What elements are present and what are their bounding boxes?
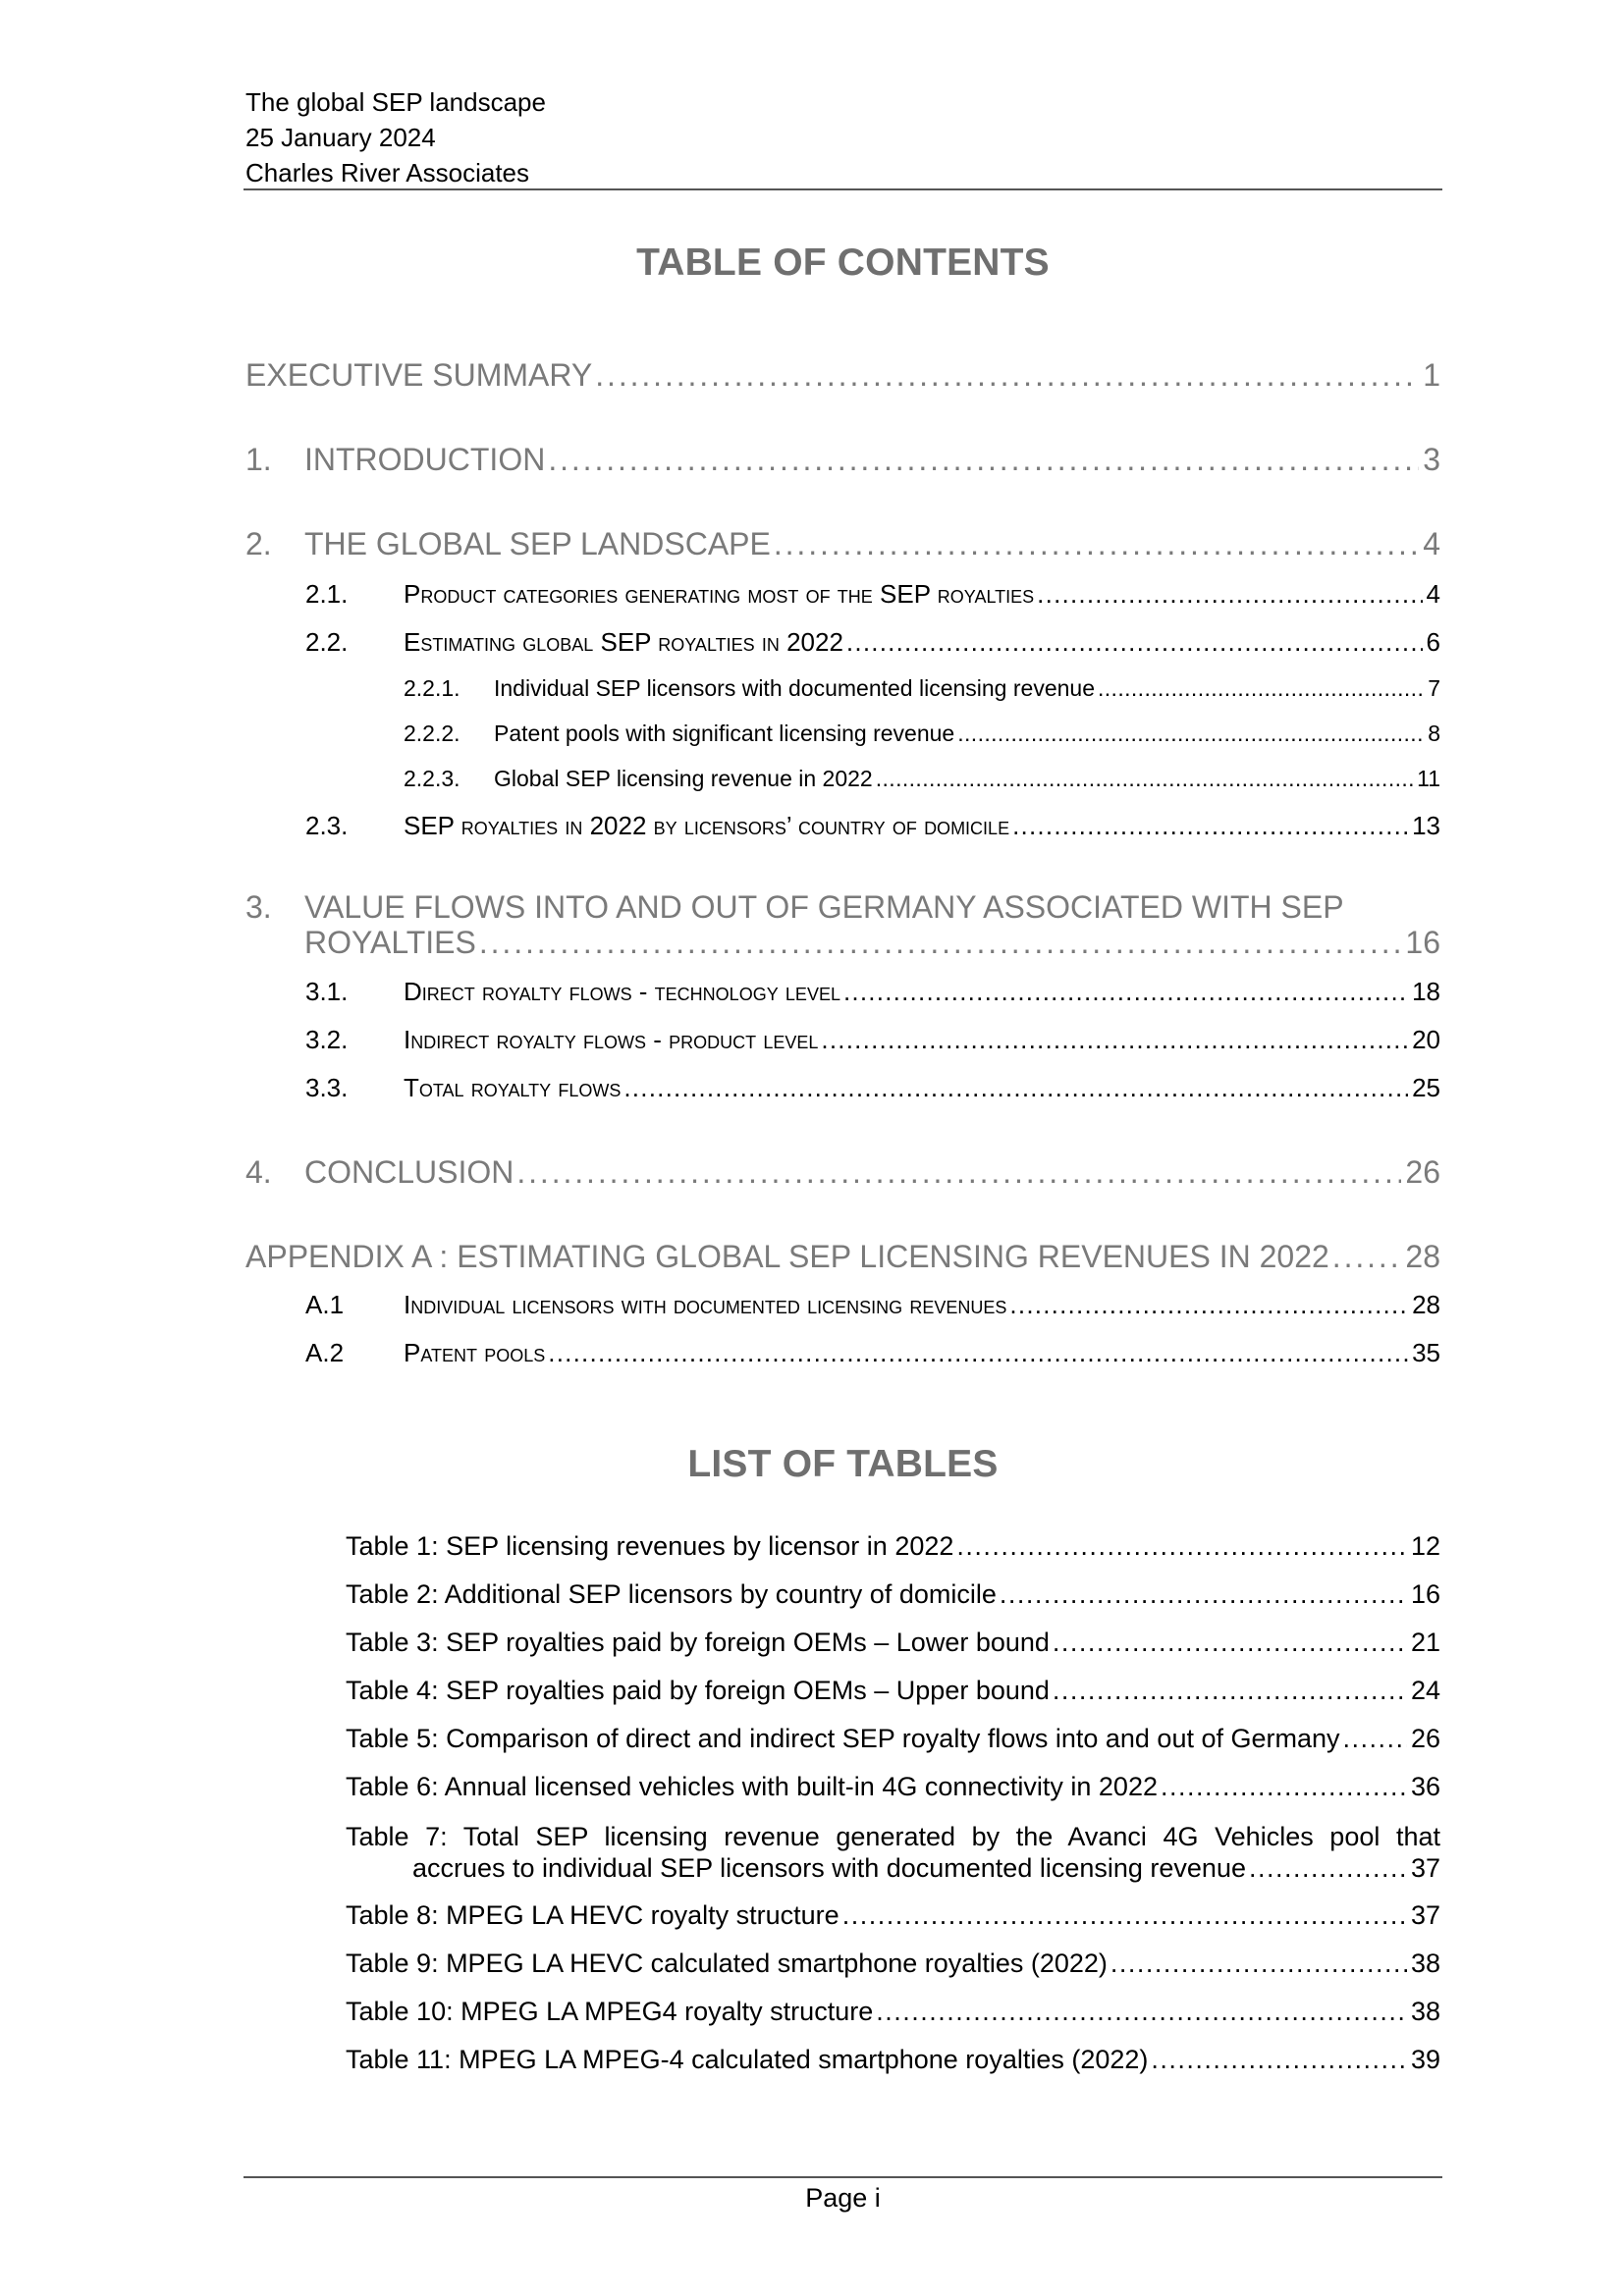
toc-entry-title: Total royalty flows	[404, 1073, 622, 1102]
toc-entry-title: Estimating global SEP royalties in 2022	[404, 627, 843, 657]
dot-leader	[1000, 1579, 1407, 1610]
toc-entry-number: 2.2.	[305, 627, 349, 657]
toc-entry-page: 18	[1412, 977, 1440, 1006]
toc-entry-title: Direct royalty flows - technology level	[404, 977, 840, 1006]
toc-entry-title: Product categories generating most of the SEP royalties	[404, 579, 1035, 609]
table-entry-page: 24	[1410, 1676, 1440, 1705]
toc-entry-title: Patent pools	[404, 1338, 546, 1367]
table-entry-title: Table 1: SEP licensing revenues by licensor in 2022	[346, 1531, 954, 1561]
dot-leader	[846, 627, 1423, 658]
toc-entry-title: EXECUTIVE SUMMARY	[245, 357, 593, 393]
table-entry-title: Table 3: SEP royalties paid by foreign OEMs – Lower bound	[346, 1628, 1050, 1657]
toc-entry-page: 4	[1423, 526, 1440, 561]
toc-entry-2-2[interactable]	[305, 627, 1440, 658]
header-document-title: The global SEP landscape	[245, 87, 546, 117]
toc-entry-title: Individual SEP licensors with documented licensing revenue	[494, 675, 1095, 701]
toc-entry-title: INTRODUCTION	[304, 442, 546, 477]
toc-entry-page: 25	[1412, 1073, 1440, 1102]
toc-entry-number: 3.3.	[305, 1073, 349, 1102]
toc-entry-page: 7	[1428, 675, 1440, 701]
table-entry-title: Table 10: MPEG LA MPEG4 royalty structure	[346, 1997, 874, 2026]
toc-entry-executive-summary[interactable]	[245, 357, 1440, 394]
toc-entry-number: 2.3.	[305, 811, 349, 840]
table-entry-page: 16	[1410, 1579, 1440, 1609]
dot-leader	[1332, 1239, 1402, 1275]
table-entry-11[interactable]	[346, 2045, 1440, 2075]
toc-entry-number: 3.	[245, 889, 272, 925]
dot-leader	[1037, 579, 1422, 610]
table-entry-page: 39	[1410, 2045, 1440, 2074]
toc-entry-number: 2.2.2.	[404, 721, 460, 746]
table-entry-2[interactable]	[346, 1579, 1440, 1610]
toc-entry-number: 2.2.3.	[404, 766, 460, 791]
dot-leader	[1053, 1628, 1407, 1658]
table-entry-page: 21	[1410, 1628, 1440, 1657]
table-entry-line	[346, 1852, 1440, 1884]
footer-divider	[244, 2176, 1442, 2178]
dot-leader	[623, 1073, 1408, 1103]
dot-leader	[516, 1154, 1401, 1191]
header-divider	[244, 188, 1442, 190]
header-date: 25 January 2024	[245, 123, 436, 152]
toc-entry-2-2-2[interactable]	[404, 721, 1440, 747]
toc-entry-conclusion[interactable]	[245, 1154, 1440, 1191]
dot-leader	[1012, 811, 1408, 841]
toc-entry-title: Global SEP licensing revenue in 2022	[494, 766, 873, 791]
toc-entry-a-2[interactable]	[305, 1338, 1440, 1368]
toc-entry-page: 8	[1428, 721, 1440, 746]
toc-entry-title-continued: ROYALTIES	[304, 925, 476, 960]
toc-entry-number: 1.	[245, 442, 272, 477]
table-entry-9[interactable]	[346, 1949, 1440, 1979]
dot-leader	[876, 1997, 1407, 2027]
table-entry-title: Table 6: Annual licensed vehicles with built-in 4G connectivity in 2022	[346, 1772, 1158, 1801]
dot-leader	[1053, 1676, 1407, 1706]
toc-entry-2-2-3[interactable]	[404, 766, 1440, 792]
dot-leader	[1249, 1852, 1407, 1884]
toc-entry-title: Indirect royalty flows - product level	[404, 1025, 819, 1054]
table-entry-title: Table 9: MPEG LA HEVC calculated smartphone royalties (2022)	[346, 1949, 1108, 1978]
table-entry-4[interactable]	[346, 1676, 1440, 1706]
toc-entry-title: APPENDIX A : ESTIMATING GLOBAL SEP LICENSING REVENUES IN 2022	[245, 1239, 1329, 1274]
dot-leader	[1110, 1949, 1407, 1979]
toc-entry-page: 16	[1405, 925, 1440, 960]
list-of-tables-heading: LIST OF TABLES	[687, 1443, 999, 1485]
toc-entry-appendix-a[interactable]	[245, 1239, 1440, 1275]
table-entry-title: Table 7: Total SEP licensing revenue generated by the Avanci 4G Vehicles pool that	[346, 1822, 1440, 1851]
dot-leader	[548, 1338, 1408, 1368]
toc-entry-global-sep-landscape[interactable]	[245, 526, 1440, 562]
toc-entry-page: 35	[1412, 1338, 1440, 1367]
toc-entry-2-1[interactable]	[305, 579, 1440, 610]
toc-entry-page: 6	[1426, 627, 1440, 657]
toc-entry-page: 13	[1412, 811, 1440, 840]
toc-entry-title: SEP royalties in 2022 by licensors’ country of domicile	[404, 811, 1010, 840]
dot-leader	[956, 1531, 1407, 1562]
toc-entry-line	[304, 925, 1440, 961]
toc-entry-3-2[interactable]	[305, 1025, 1440, 1055]
toc-entry-page: 3	[1423, 442, 1440, 477]
toc-entry-title: CONCLUSION	[304, 1154, 514, 1190]
table-entry-5[interactable]	[346, 1724, 1440, 1754]
table-entry-page: 38	[1410, 1949, 1440, 1978]
table-entry-6[interactable]	[346, 1772, 1440, 1802]
table-entry-page: 37	[1410, 1853, 1440, 1883]
dot-leader	[595, 357, 1419, 394]
dot-leader	[1343, 1724, 1407, 1754]
dot-leader	[774, 526, 1419, 562]
toc-entry-number: 2.2.1.	[404, 675, 460, 701]
toc-heading: TABLE OF CONTENTS	[636, 241, 1050, 284]
table-entry-page: 12	[1410, 1531, 1440, 1561]
toc-entry-number: A.1	[305, 1290, 345, 1319]
dot-leader	[957, 721, 1424, 747]
toc-entry-2-3[interactable]	[305, 811, 1440, 841]
table-entry-page: 38	[1410, 1997, 1440, 2026]
table-entry-8[interactable]	[346, 1900, 1440, 1931]
table-entry-7[interactable]	[346, 1821, 1440, 1884]
toc-entry-page: 1	[1423, 357, 1440, 393]
toc-entry-3-1[interactable]	[305, 977, 1440, 1007]
table-entry-title: Table 2: Additional SEP licensors by country of domicile	[346, 1579, 997, 1609]
dot-leader	[1098, 675, 1424, 702]
table-entry-page: 36	[1410, 1772, 1440, 1801]
table-entry-3[interactable]	[346, 1628, 1440, 1658]
table-entry-10[interactable]	[346, 1997, 1440, 2027]
table-entry-title: Table 8: MPEG LA HEVC royalty structure	[346, 1900, 839, 1930]
dot-leader	[821, 1025, 1408, 1055]
toc-entry-number: 2.	[245, 526, 272, 561]
table-entry-title: Table 11: MPEG LA MPEG-4 calculated smartphone royalties (2022)	[346, 2045, 1149, 2074]
toc-entry-title: THE GLOBAL SEP LANDSCAPE	[304, 526, 771, 561]
table-entry-page: 26	[1410, 1724, 1440, 1753]
toc-entry-title: Individual licensors with documented licensing revenues	[404, 1290, 1007, 1319]
header-company: Charles River Associates	[245, 158, 529, 187]
dot-leader	[842, 1900, 1407, 1931]
dot-leader	[1161, 1772, 1407, 1802]
toc-entry-line	[245, 889, 1440, 926]
table-entry-title-continued: accrues to individual SEP licensors with documented licensing revenue	[412, 1853, 1246, 1883]
toc-entry-number: 3.2.	[305, 1025, 349, 1054]
toc-entry-page: 11	[1417, 766, 1440, 791]
toc-entry-page: 28	[1405, 1239, 1440, 1274]
toc-entry-number: 2.1.	[305, 579, 349, 609]
dot-leader	[548, 442, 1419, 478]
toc-entry-page: 20	[1412, 1025, 1440, 1054]
table-entry-title: Table 4: SEP royalties paid by foreign OEMs – Upper bound	[346, 1676, 1050, 1705]
toc-entry-3-3[interactable]	[305, 1073, 1440, 1103]
toc-entry-number: 4.	[245, 1154, 272, 1190]
dot-leader	[479, 925, 1402, 961]
dot-leader	[843, 977, 1408, 1007]
toc-entry-page: 4	[1426, 579, 1440, 609]
page-header	[245, 84, 1440, 190]
toc-entry-introduction[interactable]	[245, 442, 1440, 478]
toc-entry-a-1[interactable]	[305, 1290, 1440, 1320]
table-entry-1[interactable]	[346, 1531, 1440, 1562]
toc-entry-page: 26	[1405, 1154, 1440, 1190]
toc-entry-page: 28	[1412, 1290, 1440, 1319]
toc-entry-number: A.2	[305, 1338, 345, 1367]
table-entry-page: 37	[1410, 1900, 1440, 1930]
dot-leader	[1009, 1290, 1408, 1320]
dot-leader	[1151, 2045, 1407, 2075]
toc-entry-2-2-1[interactable]	[404, 675, 1440, 702]
dot-leader	[876, 766, 1413, 792]
toc-entry-number: 3.1.	[305, 977, 349, 1006]
table-entry-title: Table 5: Comparison of direct and indirect SEP royalty flows into and out of Germany	[346, 1724, 1340, 1753]
toc-entry-title: VALUE FLOWS INTO AND OUT OF GERMANY ASSOCIATED WITH SEP	[304, 889, 1344, 925]
toc-entry-title: Patent pools with significant licensing revenue	[494, 721, 955, 746]
page-number: Page i	[805, 2183, 881, 2213]
